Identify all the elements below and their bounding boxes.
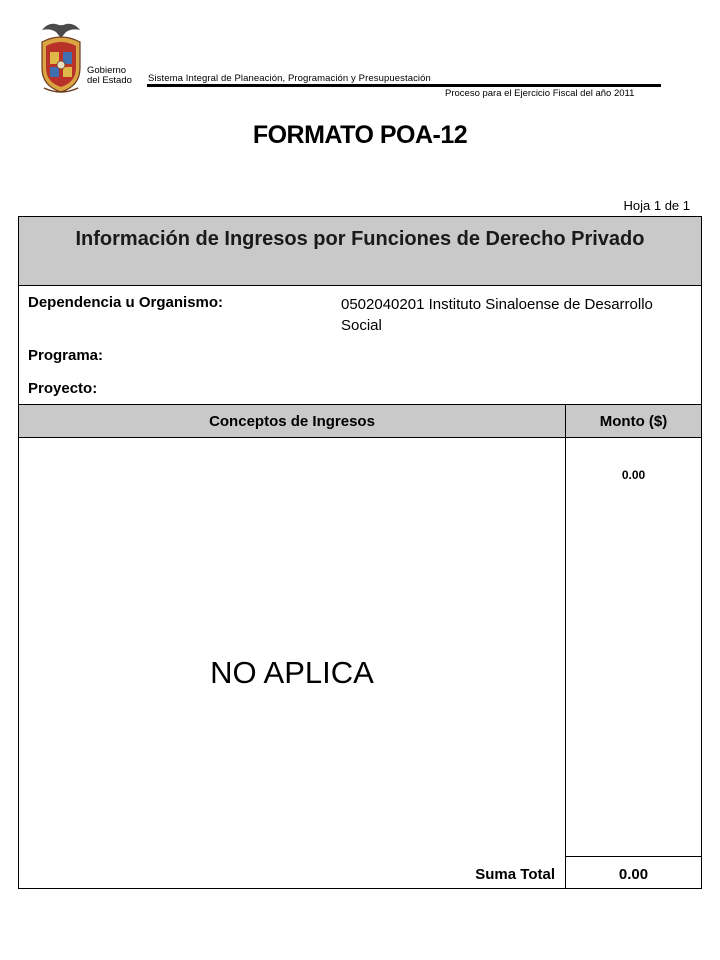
proyecto-label: Proyecto: xyxy=(28,380,98,397)
no-aplica-text: NO APLICA xyxy=(210,655,374,690)
programa-label: Programa: xyxy=(28,347,104,364)
monto-value: 0.00 xyxy=(621,468,646,482)
fiscal-process-label: Proceso para el Ejercicio Fiscal del año 2011 xyxy=(445,88,635,99)
total-rule xyxy=(565,856,702,857)
gobierno-label: Gobierno xyxy=(87,65,127,76)
system-name: Sistema Integral de Planeación, Programación y Presupuestación xyxy=(148,73,431,84)
dependencia-value: 0502040201 Instituto Sinaloense de Desarrollo Social xyxy=(341,296,653,334)
suma-total-value: 0.00 xyxy=(618,866,649,883)
dependencia-label: Dependencia u Organismo: xyxy=(28,294,224,311)
page-title: FORMATO POA-12 xyxy=(252,121,468,149)
header-rule xyxy=(147,84,661,87)
section-heading: Información de Ingresos por Funciones de Derecho Privado xyxy=(75,228,645,250)
state-seal-icon xyxy=(36,16,86,96)
page-number: Hoja 1 de 1 xyxy=(623,198,690,213)
del-estado-label: del Estado xyxy=(87,75,132,86)
suma-total-label: Suma Total xyxy=(475,866,555,883)
column-header-conceptos: Conceptos de Ingresos xyxy=(209,413,375,430)
column-header-monto: Monto ($) xyxy=(599,413,668,430)
